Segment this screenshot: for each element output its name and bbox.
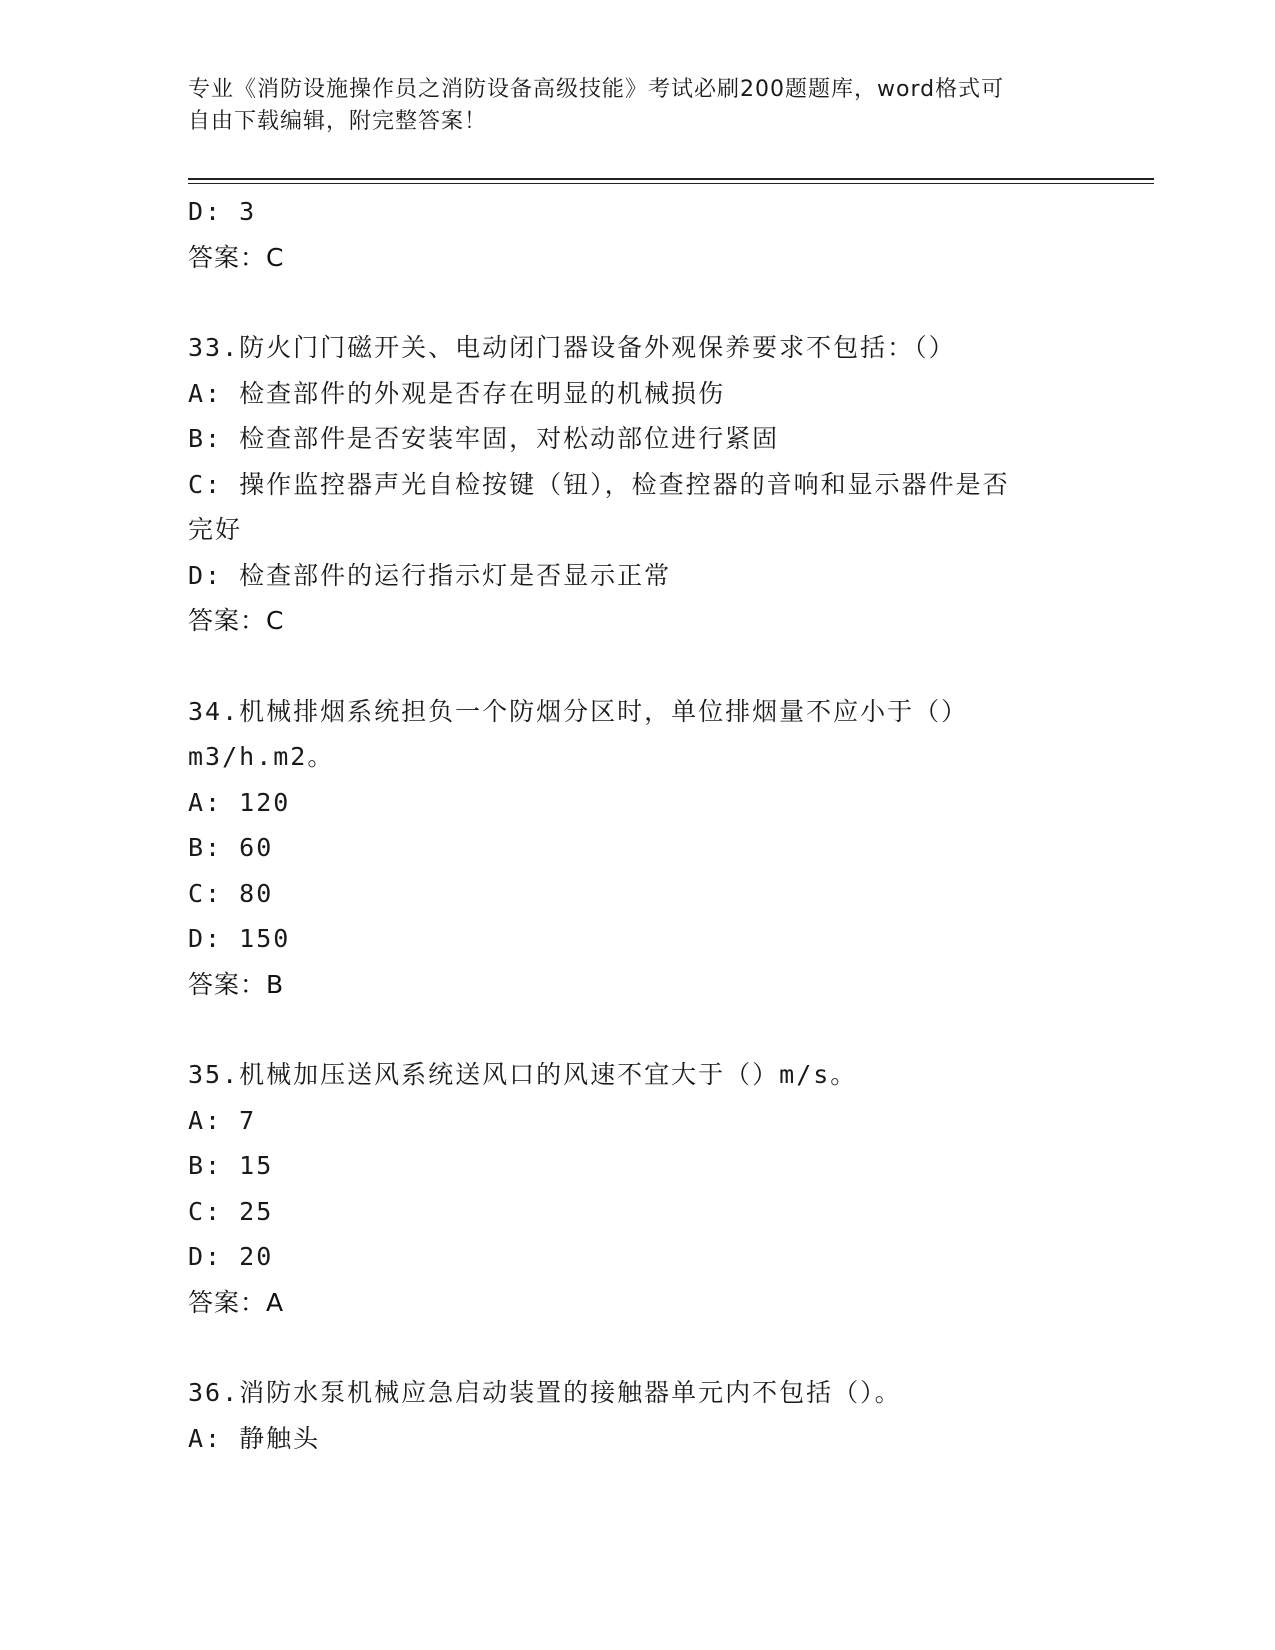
header-line-1: 专业《消防设施操作员之消防设备高级技能》考试必刷200题题库，word格式可 <box>188 77 1005 102</box>
question-block-prev <box>188 189 1088 280</box>
header-divider-thin <box>188 183 1154 184</box>
spacer <box>188 280 1088 325</box>
question-block-36 <box>188 1370 1088 1461</box>
question-block-33 <box>188 325 1088 644</box>
option-a: A: 120 <box>188 787 291 817</box>
option-a: A: 检查部件的外观是否存在明显的机械损伤 <box>188 378 726 408</box>
question-stem: 35.机械加压送风系统送风口的风速不宜大于（）m/s。 <box>188 1060 858 1089</box>
spacer <box>188 644 1088 689</box>
question-stem-continued: m3/h.m2。 <box>188 742 335 771</box>
option-b: B: 15 <box>188 1151 274 1180</box>
answer-line: 答案：C <box>188 242 285 272</box>
option-c: C: 操作监控器声光自检按键（钮），检查控器的音响和显示器件是否 <box>188 469 1010 499</box>
spacer <box>188 1007 1088 1052</box>
header-divider-thick <box>188 178 1154 180</box>
spacer <box>188 1325 1088 1370</box>
option-c: C: 25 <box>188 1196 274 1226</box>
option-b: B: 60 <box>188 833 274 862</box>
answer-line: 答案：B <box>188 969 285 999</box>
question-stem: 36.消防水泵机械应急启动装置的接触器单元内不包括（）。 <box>188 1378 902 1407</box>
header-line-2: 自由下载编辑，附完整答案！ <box>188 109 488 134</box>
question-list <box>188 189 1088 1461</box>
option-d: D: 检查部件的运行指示灯是否显示正常 <box>188 560 672 590</box>
question-block-35 <box>188 1052 1088 1325</box>
question-block-34 <box>188 689 1088 1008</box>
answer-line: 答案：A <box>188 1287 285 1317</box>
option-d: D: 150 <box>188 924 291 953</box>
option-c: C: 80 <box>188 878 274 908</box>
question-stem: 33.防火门门磁开关、电动闭门器设备外观保养要求不包括：（） <box>188 333 956 362</box>
answer-line: 答案：C <box>188 606 285 635</box>
page-header <box>188 74 1068 138</box>
option-d: D: 3 <box>188 197 257 226</box>
option-c-continued: 完好 <box>188 515 243 544</box>
option-a: A: 7 <box>188 1105 257 1135</box>
option-b: B: 检查部件是否安装牢固，对松动部位进行紧固 <box>188 424 780 453</box>
option-d: D: 20 <box>188 1242 274 1271</box>
option-a: A: 静触头 <box>188 1423 321 1453</box>
question-stem: 34.机械排烟系统担负一个防烟分区时，单位排烟量不应小于（） <box>188 696 969 726</box>
